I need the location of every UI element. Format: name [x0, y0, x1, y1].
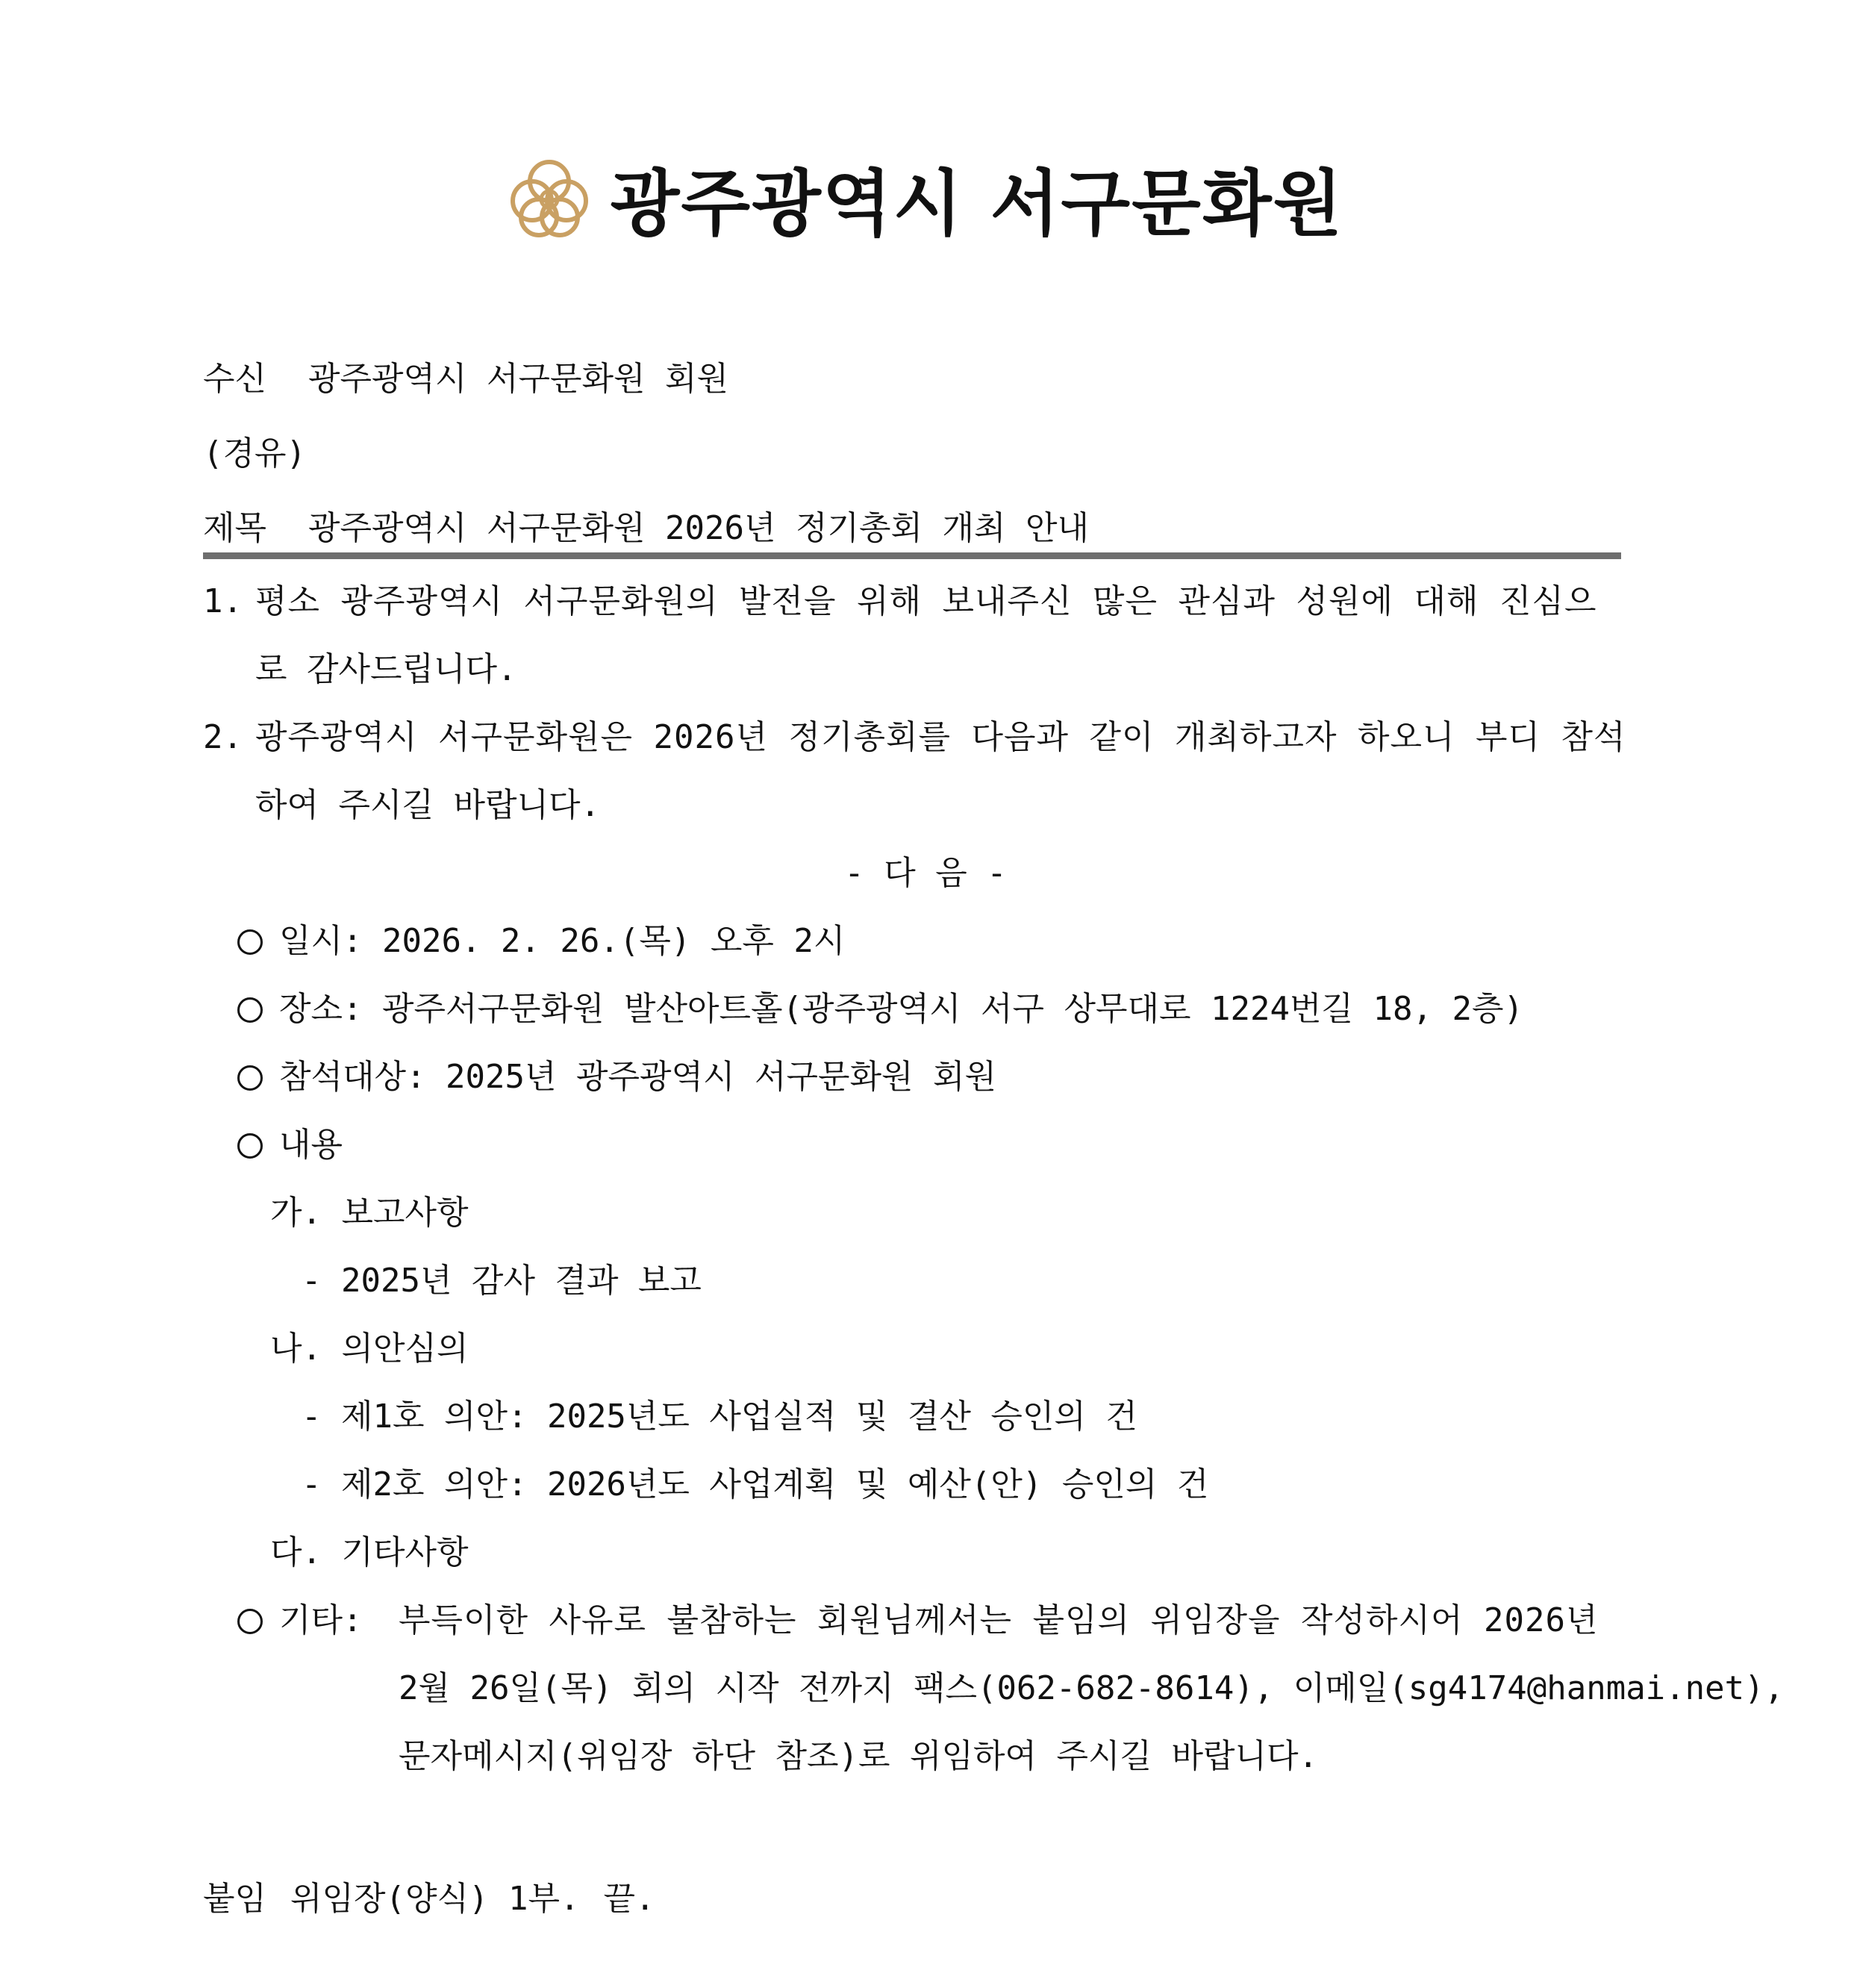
detail-etc-line1: 부득이한 사유로 불참하는 회원님께서는 붙임의 위임장을 작성하시어 2026년: [399, 1601, 1599, 1639]
detail-etc-label-row: [237, 1598, 363, 1643]
detail-datetime-row: [237, 919, 845, 964]
para1-line2: 로 감사드립니다.: [255, 650, 517, 688]
detail-place-row: [237, 987, 1523, 1032]
para2-line2: 하여 주시길 바랍니다.: [255, 786, 601, 824]
recipient-value: 광주광역시 서구문화원 회원: [308, 360, 729, 398]
subject-label: 제목: [203, 509, 267, 547]
bullet-circle-icon: [237, 929, 263, 955]
bullet-circle-icon: [237, 1133, 263, 1159]
recipient-line: [203, 357, 728, 402]
attachment-value: 위임장(양식) 1부.: [290, 1880, 580, 1918]
detail-attendees: 참석대상: 2025년 광주광역시 서구문화원 회원: [279, 1058, 996, 1096]
org-title: 광주광역시 서구문화원: [610, 161, 1344, 246]
para1-line1: 평소 광주광역시 서구문화원의 발전을 위해 보내주신 많은 관심과 성원에 대해 진심으: [255, 582, 1597, 620]
attachment-line: [203, 1877, 655, 1922]
subject-value: 광주광역시 서구문화원 2026년 정기총회 개최 안내: [308, 509, 1090, 547]
notice-divider: - 다 음 -: [844, 854, 1007, 892]
detail-etc-label: 기타:: [279, 1601, 363, 1639]
section-na-item2: - 제2호 의안: 2026년도 사업계획 및 예산(안) 승인의 건: [302, 1465, 1209, 1504]
subject-line: [203, 506, 1089, 551]
detail-attendees-row: [237, 1055, 996, 1100]
detail-etc-line2: 2월 26일(목) 회의 시작 전까지 팩스(062-682-8614), 이메일(sg4174@hanmai.net),: [399, 1669, 1785, 1707]
detail-content: 내용: [279, 1126, 343, 1164]
recipient-label: 수신: [203, 360, 267, 398]
bullet-circle-icon: [237, 1609, 263, 1634]
detail-datetime: 일시: 2026. 2. 26.(목) 오후 2시: [279, 922, 846, 960]
section-na-item1: - 제1호 의안: 2025년도 사업실적 및 결산 승인의 건: [302, 1397, 1137, 1436]
via-line: [203, 431, 306, 476]
bullet-circle-icon: [237, 997, 263, 1023]
attachment-end: 끝.: [603, 1880, 655, 1918]
attachment-label: 붙임: [203, 1880, 267, 1918]
section-ga: 가. 보고사항: [270, 1194, 469, 1232]
bullet-circle-icon: [237, 1065, 263, 1091]
via-label: (경유): [203, 434, 306, 473]
detail-content-row: [237, 1123, 343, 1168]
section-da: 다. 기타사항: [270, 1533, 469, 1571]
section-na: 나. 의안심의: [270, 1330, 469, 1368]
document-header: [0, 149, 1851, 246]
cultural-center-logo-icon: [508, 156, 591, 240]
para2-line1: 광주광역시 서구문화원은 2026년 정기총회를 다음과 같이 개최하고자 하오니 부디 참석: [255, 718, 1626, 756]
subject-divider: [203, 552, 1621, 559]
para1-number: 1.: [203, 582, 243, 620]
section-ga-item1: - 2025년 감사 결과 보고: [302, 1262, 702, 1300]
para2-number: 2.: [203, 718, 243, 756]
detail-place: 장소: 광주서구문화원 발산아트홀(광주광역시 서구 상무대로 1224번길 18, 2층): [279, 990, 1523, 1028]
detail-etc-line3: 문자메시지(위임장 하단 참조)로 위임하여 주시길 바랍니다.: [399, 1737, 1319, 1775]
